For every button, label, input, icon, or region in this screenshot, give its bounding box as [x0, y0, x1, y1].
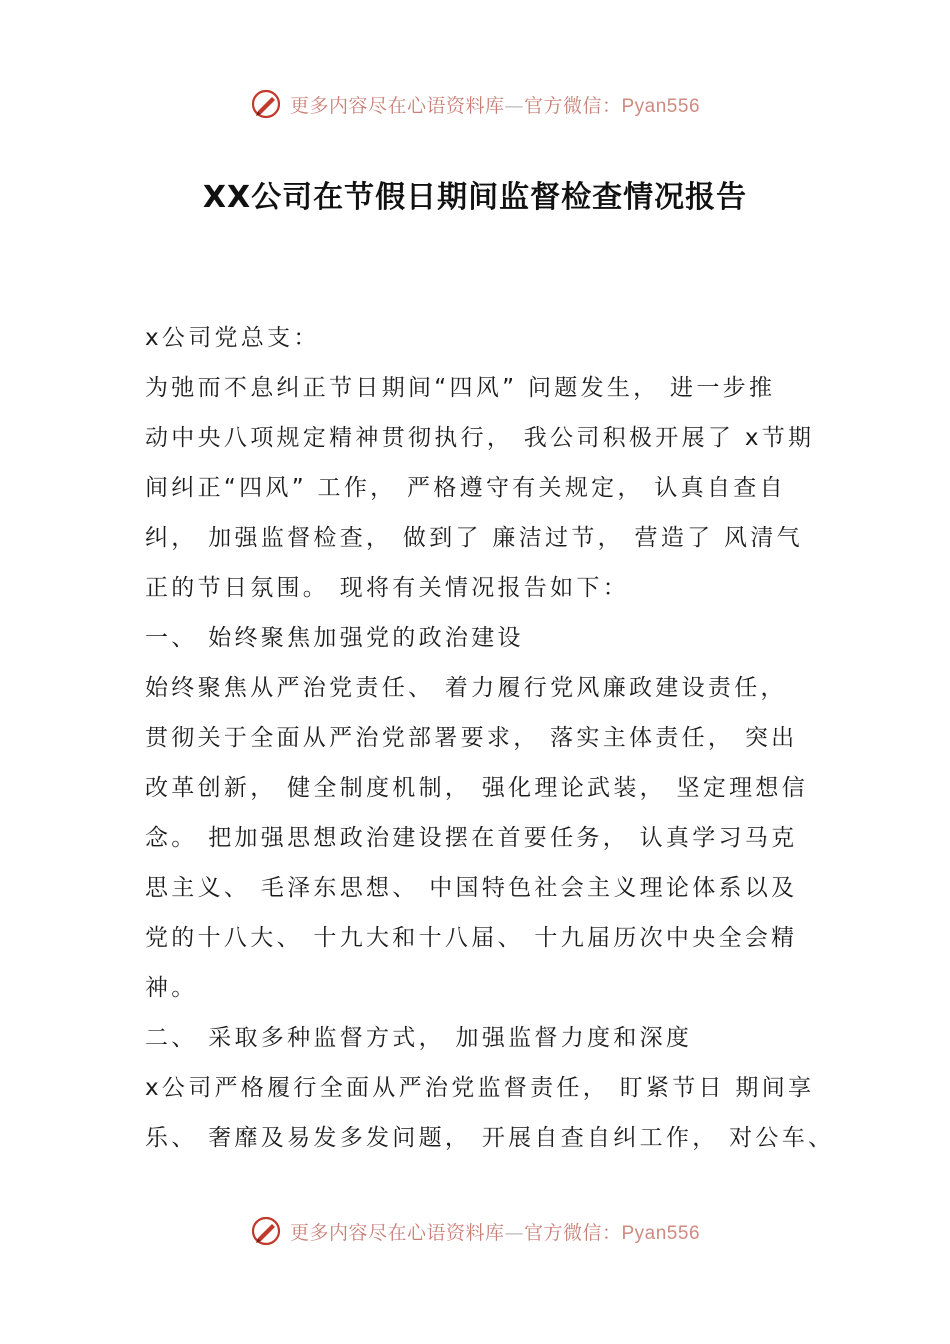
salutation-line: x公司党总支： [145, 325, 320, 351]
paragraph-line: 思主义、 毛泽东思想、 中国特色社会主义理论体系以及 [145, 875, 798, 901]
paragraph-line: 党的十八大、 十九大和十八届、 十九届历次中央全会精 [145, 925, 798, 951]
paragraph-line: 改革创新， 健全制度机制， 强化理论武装， 坚定理想信 [145, 775, 809, 801]
paragraph-line: 神。 [145, 975, 198, 1001]
paragraph-line: 始终聚焦从严治党责任、 着力履行党风廉政建设责任， [145, 675, 787, 701]
paragraph-line: 正的节日氛围。 现将有关情况报告如下： [145, 575, 630, 601]
watermark-text: 更多内容尽在心语资料库—官方微信：Pyan556 [289, 94, 701, 117]
paragraph-line: 为弛而不息纠正节日期间“四风” 问题发生， 进一步推 [145, 375, 776, 401]
pen-logo-icon [250, 88, 282, 120]
pen-logo-icon [250, 1215, 282, 1247]
header-watermark [0, 84, 950, 124]
paragraph-line: x公司严格履行全面从严治党监督责任， 盯紧节日 期间享 [145, 1075, 815, 1101]
watermark-text: 更多内容尽在心语资料库—官方微信：Pyan556 [289, 1221, 701, 1244]
section-heading-1: 一、 始终聚焦加强党的政治建设 [145, 625, 524, 651]
paragraph-line: 间纠正“四风” 工作， 严格遵守有关规定， 认真自查自 [145, 475, 786, 501]
section-heading-2: 二、 采取多种监督方式， 加强监督力度和深度 [145, 1025, 693, 1051]
paragraph-line: 动中央八项规定精神贯彻执行， 我公司积极开展了 x节期 [145, 425, 815, 451]
paragraph-line: 念。 把加强思想政治建设摆在首要任务， 认真学习马克 [145, 825, 798, 851]
paragraph-line: 乐、 奢靡及易发多发问题， 开展自查自纠工作， 对公车、 [145, 1125, 835, 1151]
page-title: XX公司在节假日期间监督检查情况报告 [202, 180, 748, 215]
paragraph-line: 纠， 加强监督检查， 做到了 廉洁过节， 营造了 风清气 [145, 525, 803, 551]
document-body [145, 313, 835, 1163]
paragraph-line: 贯彻关于全面从严治党部署要求， 落实主体责任， 突出 [145, 725, 798, 751]
footer-watermark [0, 1211, 950, 1251]
